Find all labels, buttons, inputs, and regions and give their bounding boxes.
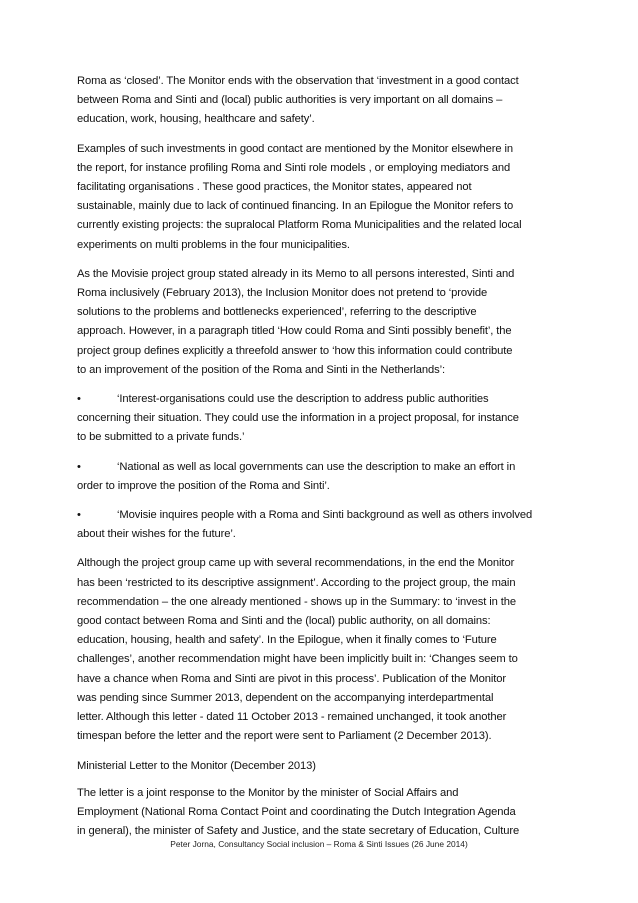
- bullet-text: ‘National as well as local governments can use the description to make an effort in: [117, 460, 516, 473]
- text-line: approach. However, in a paragraph titled ‘How could Roma and Sinti possibly benefit’, the: [77, 325, 512, 338]
- text-line: about their wishes for the future’.: [77, 528, 236, 541]
- bullet-item-2: [77, 458, 559, 496]
- paragraph-5: [77, 784, 559, 842]
- text-line: Ministerial Letter to the Monitor (December 2013): [77, 759, 316, 772]
- text-line: letter. Although this letter - dated 11 October 2013 - remained unchanged, it took another: [77, 711, 507, 724]
- text-line: Employment (National Roma Contact Point and coordinating the Dutch Integration Agenda: [77, 805, 516, 818]
- bullet-first-line: [77, 506, 559, 525]
- text-line: have a chance when Roma and Sinti are pivot in this process’. Publication of the Monitor: [77, 672, 506, 685]
- bullet-first-line: [77, 390, 559, 409]
- text-line: education, work, housing, healthcare and safety’.: [77, 113, 315, 126]
- text-line: facilitating organisations . These good practices, the Monitor states, appeared not: [77, 181, 472, 194]
- text-line: currently existing projects: the supralocal Platform Roma Municipalities and the related local: [77, 219, 522, 232]
- bullet-icon: •: [77, 393, 81, 406]
- text-line: solutions to the problems and bottlenecks experienced’, referring to the descriptive: [77, 306, 477, 319]
- bullet-text: ‘Interest-organisations could use the description to address public authorities: [117, 393, 489, 406]
- text-line: Roma as ‘closed’. The Monitor ends with the observation that ‘investment in a good contact: [77, 75, 519, 87]
- bullet-text: ‘Movisie inquires people with a Roma and Sinti background as well as others involved: [117, 509, 533, 522]
- text-line: timespan before the letter and the report were sent to Parliament (2 December 2013).: [77, 730, 492, 743]
- bullet-item-3: [77, 506, 559, 544]
- text-line: Roma inclusively (February 2013), the Inclusion Monitor does not pretend to ‘provide: [77, 287, 488, 300]
- bullet-icon: •: [77, 509, 81, 522]
- text-line: As the Movisie project group stated already in its Memo to all persons interested, Sinti and: [77, 267, 515, 280]
- text-line: The letter is a joint response to the Monitor by the minister of Social Affairs and: [77, 786, 459, 799]
- document-body: [77, 72, 559, 851]
- text-line: order to improve the position of the Roma and Sinti’.: [77, 479, 330, 492]
- paragraph-4: [77, 554, 559, 746]
- text-line: to an improvement of the position of the Roma and Sinti in the Netherlands’:: [77, 363, 446, 376]
- text-line: project group defines explicitly a threefold answer to ‘how this information could contribute: [77, 344, 513, 357]
- text-line: education, housing, health and safety’. In the Epilogue, when it finally comes to ‘Future: [77, 634, 497, 647]
- bullet-item-1: [77, 390, 559, 448]
- text-line: was pending since Summer 2013, dependent on the accompanying interdepartmental: [77, 691, 494, 704]
- bullet-icon: •: [77, 460, 81, 473]
- text-line: sustainable, mainly due to lack of continued financing. In an Epilogue the Monitor refers to: [77, 200, 514, 213]
- text-line: in general), the minister of Safety and Justice, and the state secretary of Education, Culture: [77, 825, 520, 838]
- text-line: between Roma and Sinti and (local) public authorities is very important on all domains –: [77, 94, 503, 107]
- text-line: Examples of such investments in good contact are mentioned by the Monitor elsewhere in: [77, 142, 514, 155]
- text-line: challenges’, another recommendation might have been implicitly built in: ‘Changes seem to: [77, 653, 518, 666]
- paragraph-1: [77, 72, 559, 130]
- text-line: Although the project group came up with several recommendations, in the end the Monitor: [77, 557, 515, 570]
- page-footer: Peter Jorna, Consultancy Social inclusion – Roma & Sinti Issues (26 June 2014): [170, 839, 468, 849]
- text-line: good contact between Roma and Sinti and the (local) public authority, on all domains:: [77, 615, 491, 628]
- section-heading: [77, 757, 559, 776]
- text-line: experiments on multi problems in the four municipalities.: [77, 238, 350, 251]
- paragraph-2: [77, 140, 559, 255]
- bullet-first-line: [77, 458, 559, 477]
- text-line: has been ‘restricted to its descriptive assignment’. According to the project group, the main: [77, 576, 516, 589]
- text-line: recommendation – the one already mentioned - shows up in the Summary: to ‘invest in the: [77, 595, 517, 608]
- paragraph-3: [77, 265, 559, 380]
- text-line: to be submitted to a private funds.’: [77, 431, 245, 444]
- text-line: concerning their situation. They could use the information in a project proposal, for instance: [77, 412, 519, 425]
- text-line: the report, for instance profiling Roma and Sinti role models , or employing mediators and: [77, 161, 511, 174]
